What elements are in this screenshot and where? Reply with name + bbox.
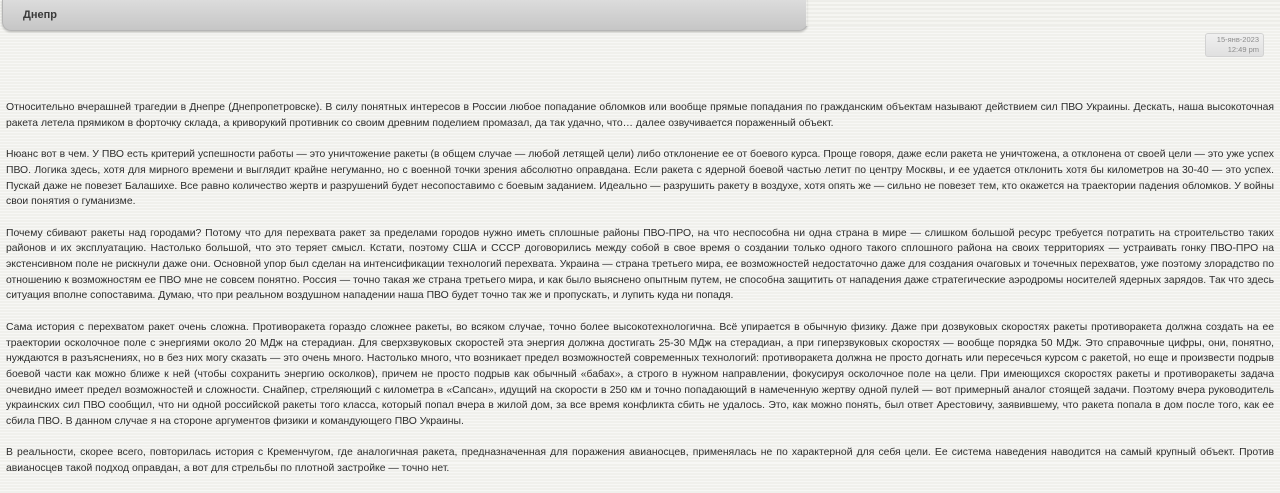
paragraph: Почему сбивают ракеты над городами? Потому что для перехвата ракет за пределами городов нужно иметь сплошные районы ПВО-ПРО, на что неспособна ни одна страна в мире — слишком большой ресурс требуется потратить на строительство таких районов и их эксплуатацию. Настолько большой, что это теряет смысл. Кстати, поэтому США и СССР договорились между собой в свое время о создании только одного такого сплошного района на своих территориях — устраивать гонку ПВО-ПРО на экстенсивном поле не рискнули даже они. Основной упор был сделан на интенсификации технологий перехвата. Украина — страна третьего мира, ее возможностей недостаточно даже для создания очаговых и точечных перехватов, уже поэтому злорадство по отношению к возможностям ее ПВО мне не совсем понятно. Россия — точно такая же страна третьего мира, и как было выяснено опытным путем, не способна защитить от нападения даже стратегические аэродромы носителей ядерных зарядов. Так что здесь ситуация вполне сопоставима. Думаю, что при реальном воздушном нападении наша ПВО будет точно так же и пропускать, и лупить куда ни попадя. xyxy=(6,227,1274,302)
post-title-bar xyxy=(2,0,808,31)
paragraph: Сама история с перехватом ракет очень сложна. Противоракета гораздо сложнее ракеты, во всяком случае, точно более высокотехнологична. Всё упирается в обычную физику. Даже при дозвуковых скоростях ракеты противоракета должна создать на ее траектории осколочное поле с энергиями около 20 МДж на стерадиан. Для сверхзвуковых скоростей эта энергия должна достигать 25-30 МДж на стерадиан, а при гиперзвуковых скоростях — вообще порядка 50 МДж. Это справочные цифры, они, понятно, нуждаются в разъяснениях, но в без них могу сказать — это очень много. Настолько много, что возникает предел возможностей современных технологий: противоракета должна не просто догнать или пересечься курсом с ракетой, но еще и произвести подрыв боевой части как можно ближе к ней (чтобы сохранить энергию осколков), причем не просто подрыв как обычный «бабах», а строго в нужном направлении, фокусируя осколочное поле на цели. При имеющихся скоростях ракеты и противоракеты задача очевидно имеет предел возможностей и сложности. Снайпер, стреляющий с километра в «Сапсан», идущий на скорости в 250 км и точно попадающий в намеченную жертву одной пулей — вот примерный аналог стоящей задачи. Поэтому вчера руководитель украинских сил ПВО сообщил, что ни одной российской ракеты того класса, который попал вчера в жилой дом, за все время конфликта сбить не удалось. Это, как можно понять, был ответ Арестовичу, заявившему, что ракета попала в дом после того, как ее сбила ПВО. В данном случае я на стороне аргументов физики и командующего ПВО Украины. xyxy=(6,321,1274,428)
post-time: 12:49 pm xyxy=(1227,45,1259,54)
post-date-badge xyxy=(1205,33,1264,57)
post-body xyxy=(6,100,1274,493)
paragraph: Относительно вчерашней трагедии в Днепре (Днепропетровске). В силу понятных интересов в России любое попадание обломков или вообще прямые попадания по гражданским объектам называют действием сил ПВО Украины. Дескать, наша высокоточная ракета летела прямиком в форточку склада, а криворукий противник со своим древним поделием промазал, да так удачно, что… далее озвучивается пораженный объект. xyxy=(6,102,1274,129)
paragraph: В реальности, скорее всего, повторилась история с Кременчугом, где аналогичная ракета, предназначенная для поражения авианосцев, применялась не по характерной для себя цели. Ее система наведения наводится на самый крупный объект. Против авианосцев такой подход оправдан, а вот для стрельбы по плотной застройке — точно нет. xyxy=(6,447,1274,475)
post-title: Днепр xyxy=(23,9,57,21)
post-date: 15-янв-2023 xyxy=(1216,35,1259,44)
header-background-strip xyxy=(806,0,1280,26)
paragraph: Нюанс вот в чем. У ПВО есть критерий успешности работы — это уничтожение ракеты (в общем случае — любой летящей цели) либо отклонение ее от боевого курса. Проще говоря, даже если ракета не уничтожена, а отклонена от своей цели — это уже успех ПВО. Логика здесь, хотя для мирного времени и выглядит крайне негуманно, но с военной точки зрения абсолютно оправдана. Если ракета с ядерной боевой частью летит по центру Москвы, и ее удается отклонить хотя бы километров на 30-40 — это успех. Пускай даже не повезет Балашихе. Все равно количество жертв и разрушений будет несопоставимо с боевым заданием. Идеально — разрушить ракету в воздухе, хотя опять же — сильно не повезет тем, кто окажется на траектории падения обломков. У войны свои понятия о гуманизме. xyxy=(6,149,1274,208)
